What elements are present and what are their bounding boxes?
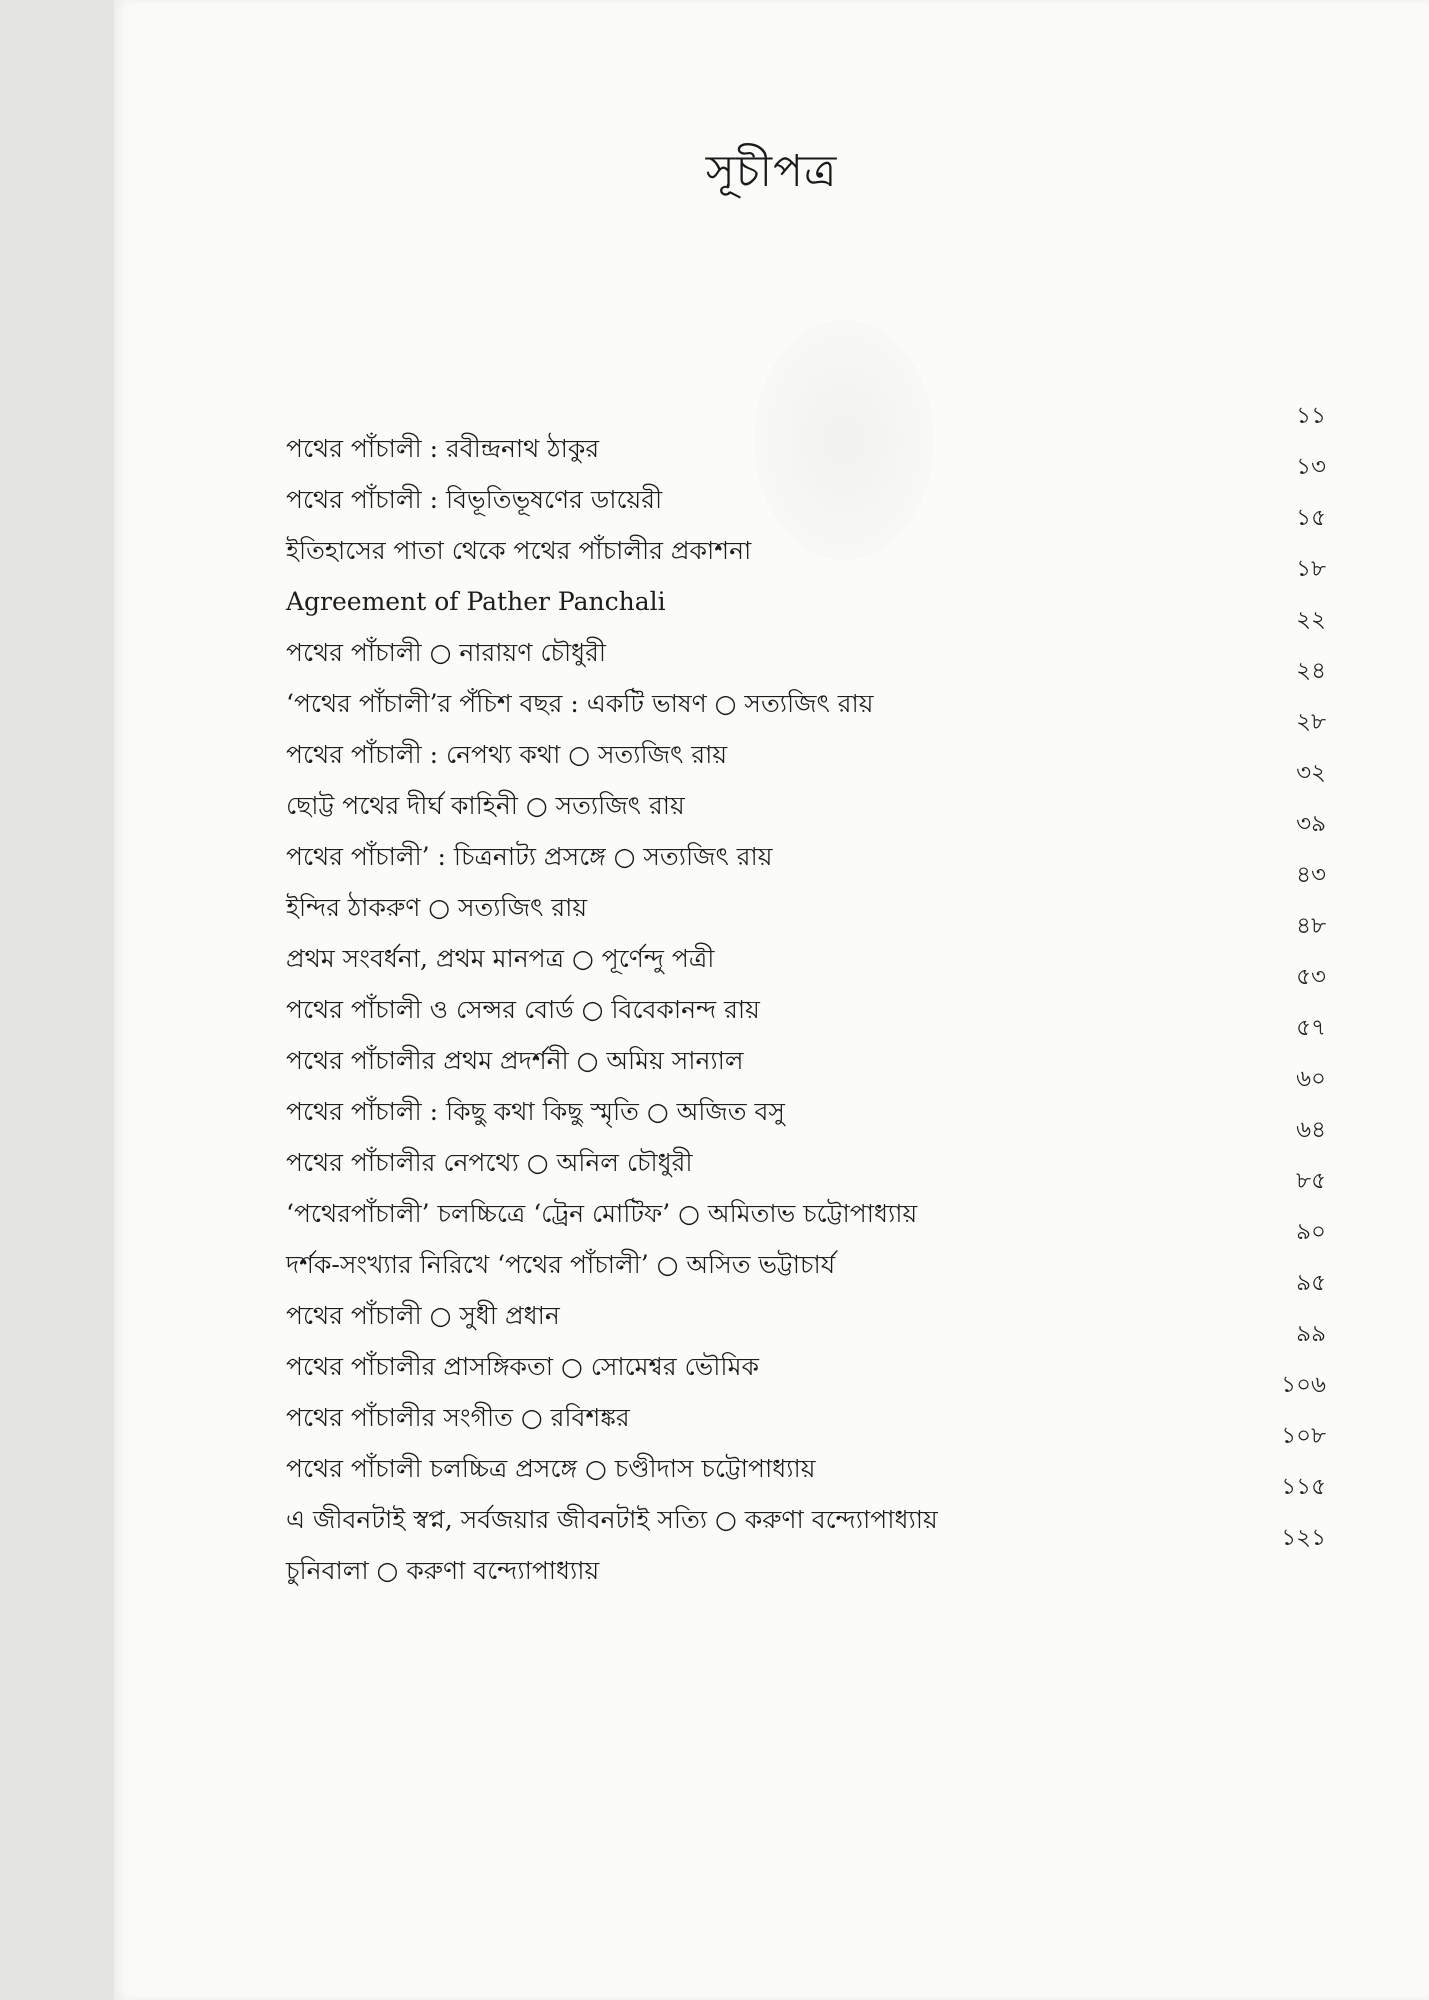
toc-entry bbox=[286, 1219, 1326, 1280]
toc-entry bbox=[286, 1066, 1326, 1127]
toc-entry-title: পথের পাঁচালীর সংগীত ○ রবিশঙ্কর bbox=[286, 1403, 630, 1432]
toc-entry-page: ১৩ bbox=[1296, 454, 1326, 480]
toc-entry-page: ২৪ bbox=[1296, 658, 1326, 684]
toc-entry-title: পথের পাঁচালীর নেপথ্যে ○ অনিল চৌধুরী bbox=[286, 1148, 693, 1177]
toc-entry-page: ১০৬ bbox=[1281, 1372, 1326, 1398]
toc-entry bbox=[286, 1321, 1326, 1382]
toc-entry-page: ৩২ bbox=[1296, 760, 1326, 786]
toc-entry bbox=[286, 862, 1326, 923]
toc-entry bbox=[286, 1117, 1326, 1178]
toc-entry-title: পথের পাঁচালী’ : চিত্রনাট্য প্রসঙ্গে ○ সত্যজিৎ রায় bbox=[286, 842, 773, 871]
toc-entry-title: পথের পাঁচালী : নেপথ্য কথা ○ সত্যজিৎ রায় bbox=[286, 740, 728, 769]
toc-entry-title: ‘পথেরপাঁচালী’ চলচ্চিত্রে ‘ট্রেন মোটিফ’ ○ অমিতাভ চট্টোপাধ্যায় bbox=[286, 1199, 918, 1228]
toc-entry bbox=[286, 913, 1326, 974]
toc-entry-page: ১৮ bbox=[1296, 556, 1326, 582]
toc-entry bbox=[286, 760, 1326, 821]
toc-entry bbox=[286, 1474, 1326, 1535]
toc-entry-title: পথের পাঁচালী : রবীন্দ্রনাথ ঠাকুর bbox=[286, 434, 600, 463]
toc-entry-page: ৯৫ bbox=[1296, 1270, 1326, 1296]
toc-entry-title: প্রথম সংবর্ধনা, প্রথম মানপত্র ○ পূর্ণেন্দু পত্রী bbox=[286, 944, 715, 973]
toc-entry-page: ১৫ bbox=[1296, 505, 1326, 531]
toc-entry-title: ‘পথের পাঁচালী’র পঁচিশ বছর : একটি ভাষণ ○ সত্যজিৎ রায় bbox=[286, 689, 874, 718]
toc-entry-title: Agreement of Pather Panchali bbox=[286, 587, 666, 616]
toc-entry bbox=[286, 1168, 1326, 1229]
toc-entry bbox=[286, 1423, 1326, 1484]
toc-entry-title: পথের পাঁচালীর প্রাসঙ্গিকতা ○ সোমেশ্বর ভৌমিক bbox=[286, 1352, 759, 1381]
toc-entry-page: ৯০ bbox=[1296, 1219, 1326, 1245]
toc-entry-title: দর্শক-সংখ্যার নিরিখে ‘পথের পাঁচালী’ ○ অসিত ভট্টাচার্য bbox=[286, 1250, 836, 1279]
toc-entry-title: এ জীবনটাই স্বপ্ন, সর্বজয়ার জীবনটাই সত্যি ○ করুণা বন্দ্যোপাধ্যায় bbox=[286, 1505, 938, 1534]
toc-entry-title: পথের পাঁচালী ○ সুধী প্রধান bbox=[286, 1301, 560, 1330]
toc-entry-page: ২২ bbox=[1296, 607, 1326, 633]
toc-entry-page: ৬০ bbox=[1296, 1066, 1326, 1092]
toc-entry bbox=[286, 1525, 1326, 1586]
toc-entry bbox=[286, 964, 1326, 1025]
toc-entry-page: ৫৩ bbox=[1296, 964, 1326, 990]
toc-entry-page: ৪৩ bbox=[1296, 862, 1326, 888]
toc-entry bbox=[286, 454, 1326, 515]
toc-entry-page: ৩৯ bbox=[1296, 811, 1326, 837]
toc-entry-page: ১২১ bbox=[1281, 1525, 1326, 1551]
toc-entry bbox=[286, 658, 1326, 719]
toc-entry bbox=[286, 811, 1326, 872]
toc-entry-title: পথের পাঁচালী : বিভূতিভূষণের ডায়েরী bbox=[286, 485, 663, 514]
toc-entry-page: ৬৪ bbox=[1296, 1117, 1326, 1143]
toc-entry bbox=[286, 1015, 1326, 1076]
page-title: সূচীপত্র bbox=[705, 146, 838, 197]
toc-entry-page: ১১ bbox=[1296, 403, 1326, 429]
toc-entry-page: ১০৮ bbox=[1281, 1423, 1326, 1449]
toc-entry bbox=[286, 403, 1326, 464]
toc-entry-title: চুনিবালা ○ করুণা বন্দ্যোপাধ্যায় bbox=[286, 1556, 600, 1585]
toc-entry bbox=[286, 1270, 1326, 1331]
toc-entry-page: ২৮ bbox=[1296, 709, 1326, 735]
toc-entry-page: ৫৭ bbox=[1296, 1015, 1326, 1041]
toc-entry bbox=[286, 607, 1326, 668]
toc-entry bbox=[286, 709, 1326, 770]
toc-entry-title: পথের পাঁচালী : কিছু কথা কিছু স্মৃতি ○ অজিত বসু bbox=[286, 1097, 785, 1126]
toc-entry-page: ৪৮ bbox=[1296, 913, 1326, 939]
toc-entry bbox=[286, 505, 1326, 566]
toc-entry-page: ১১৫ bbox=[1281, 1474, 1326, 1500]
toc-entry-title: পথের পাঁচালী ও সেন্সর বোর্ড ○ বিবেকানন্দ রায় bbox=[286, 995, 760, 1024]
toc-entry bbox=[286, 1372, 1326, 1433]
toc-entry-page: ৯৯ bbox=[1296, 1321, 1326, 1347]
toc-entry-page: ৮৫ bbox=[1296, 1168, 1326, 1194]
toc-entry-title: ছোট্ট পথের দীর্ঘ কাহিনী ○ সত্যজিৎ রায় bbox=[286, 791, 685, 820]
book-page bbox=[114, 0, 1429, 2000]
toc-entry-title: পথের পাঁচালী চলচ্চিত্র প্রসঙ্গে ○ চণ্ডীদাস চট্টোপাধ্যায় bbox=[286, 1454, 816, 1483]
toc-entry-title: পথের পাঁচালী ○ নারায়ণ চৌধুরী bbox=[286, 638, 607, 667]
toc-entry-title: পথের পাঁচালীর প্রথম প্রদর্শনী ○ অমিয় সান্যাল bbox=[286, 1046, 744, 1075]
toc-entry-title: ইন্দির ঠাকরুণ ○ সত্যজিৎ রায় bbox=[286, 893, 588, 922]
toc-entry-title: ইতিহাসের পাতা থেকে পথের পাঁচালীর প্রকাশনা bbox=[286, 536, 752, 565]
toc-entry bbox=[286, 556, 1326, 617]
